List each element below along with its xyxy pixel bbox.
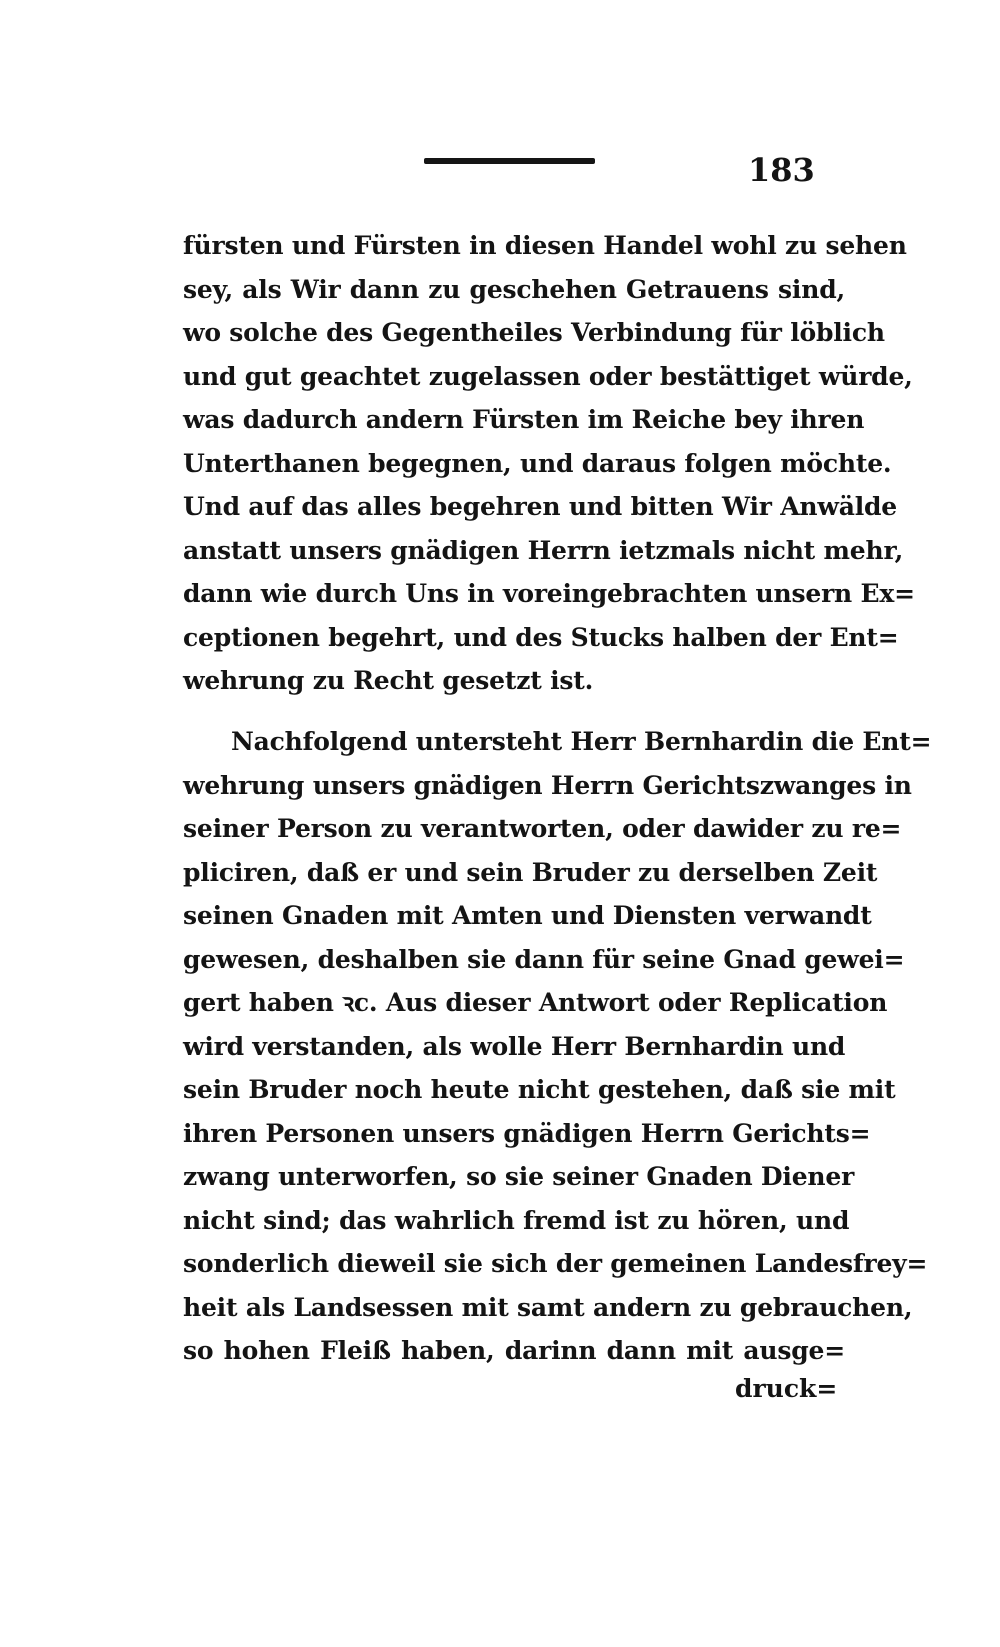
text-line: wehrung unsers gnädigen Herrn Gerichtszwanges in: [183, 770, 912, 800]
text-line: sey, als Wir dann zu geschehen Getrauens sind,: [183, 274, 845, 304]
text-line: Nachfolgend untersteht Herr Bernhardin die Ent=: [231, 727, 932, 756]
text-line: ceptionen begehrt, und des Stucks halben der Ent=: [183, 622, 899, 652]
paragraph-2: [183, 720, 932, 1373]
text-line: sonderlich dieweil sie sich der gemeinen Landesfrey=: [183, 1249, 928, 1278]
text-line: pliciren, daß er und sein Bruder zu derselben Zeit: [183, 857, 878, 887]
text-line: wo solche des Gegentheiles Verbindung für löblich: [183, 318, 885, 347]
text-line: fürsten und Fürsten in diesen Handel wohl zu sehen: [183, 231, 907, 260]
text-line: wehrung zu Recht gesetzt ist.: [183, 666, 594, 695]
text-line: dann wie durch Uns in voreingebrachten unsern Ex=: [183, 579, 915, 608]
text-line: Und auf das alles begehren und bitten Wir Anwälde: [183, 492, 898, 521]
text-line: nicht sind; das wahrlich fremd ist zu hören, und: [183, 1205, 850, 1235]
text-line: was dadurch andern Fürsten im Reiche bey ihren: [183, 405, 865, 434]
text-line: sein Bruder noch heute nicht gestehen, daß sie mit: [183, 1075, 896, 1104]
text-line: seiner Person zu verantworten, oder dawider zu re=: [183, 814, 902, 843]
paragraph-1: [183, 224, 915, 703]
text-line: ihren Personen unsers gnädigen Herrn Gerichts=: [183, 1118, 871, 1148]
text-line: und gut geachtet zugelassen oder bestättiget würde,: [183, 361, 913, 391]
page-number: 183: [748, 151, 815, 189]
header-rule: [424, 158, 595, 164]
text-line: wird verstanden, als wolle Herr Bernhardin und: [183, 1031, 846, 1061]
text-line: zwang unterworfen, so sie seiner Gnaden Diener: [183, 1162, 855, 1191]
catchword: druck=: [735, 1374, 838, 1403]
text-line: heit als Landsessen mit samt andern zu gebrauchen,: [183, 1292, 913, 1322]
text-line: gewesen, deshalben sie dann für seine Gnad gewei=: [183, 944, 905, 974]
text-line: so hohen Fleiß haben, darinn dann mit ausge=: [183, 1336, 845, 1365]
text-line: anstatt unsers gnädigen Herrn ietzmals nicht mehr,: [183, 535, 904, 565]
text-line: gert haben ꝛc. Aus dieser Antwort oder Replication: [183, 988, 888, 1017]
text-line: seinen Gnaden mit Amten und Diensten verwandt: [183, 901, 872, 930]
text-line: Unterthanen begegnen, und daraus folgen möchte.: [183, 448, 892, 478]
